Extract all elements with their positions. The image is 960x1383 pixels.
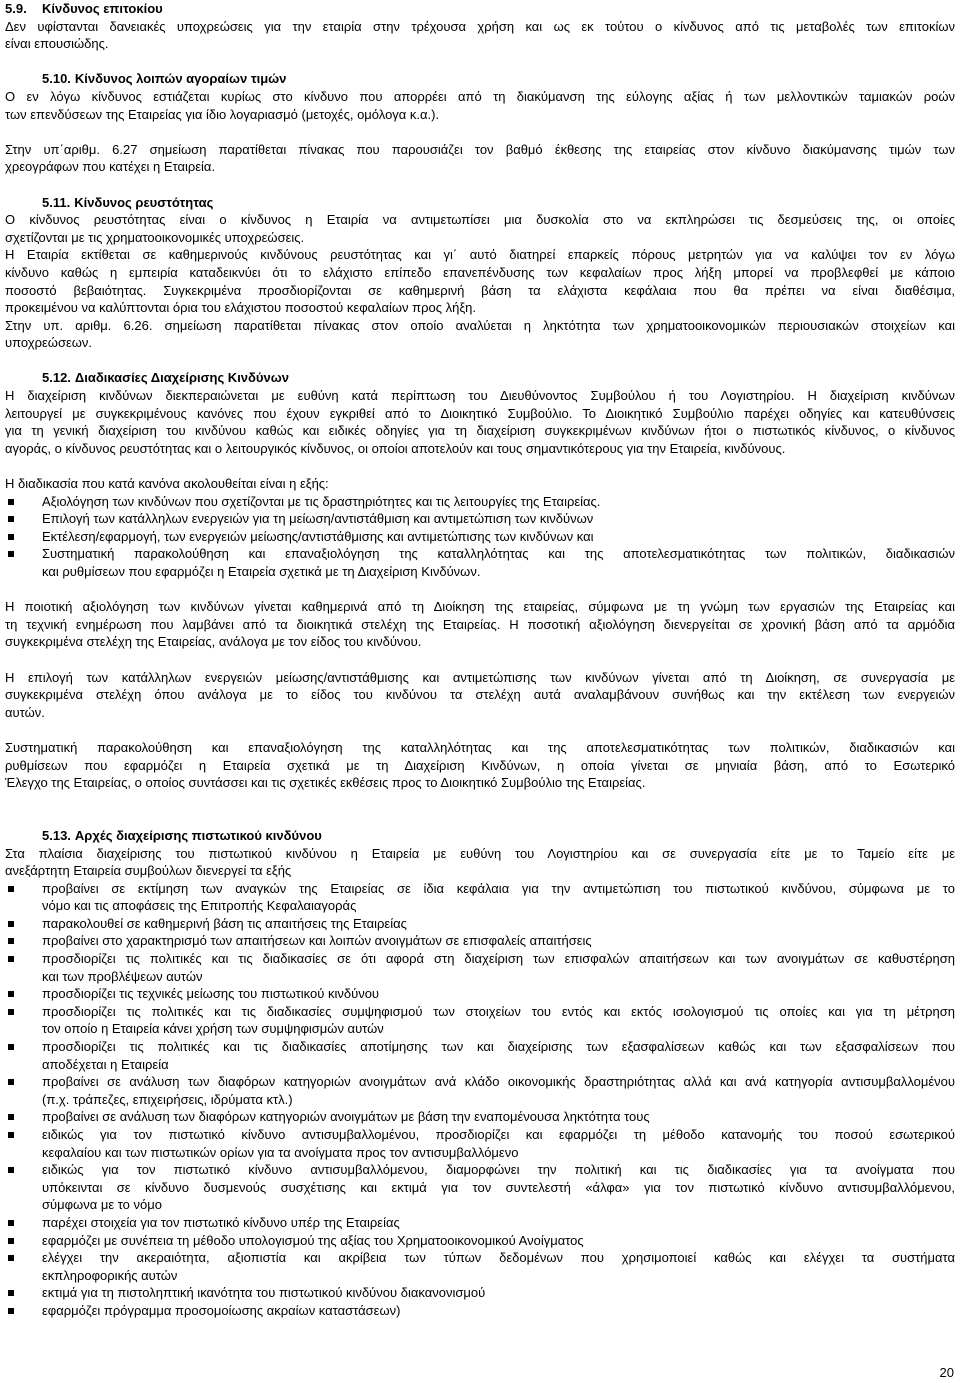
paragraph bbox=[5, 88, 955, 123]
section-number: 5.9. bbox=[5, 1, 27, 16]
paragraph-line: σχετίζονται με τις χρηματοοικονομικές υποχρεώσεις. bbox=[5, 229, 305, 245]
paragraph-line: κίνδυνο καθώς η εμπειρία καταδεικνύει ότι το ελάχιστο επίπεδο επανεπένδυσης των κεφαλαίων προς λήξη μπορεί να προβλεφθεί με κάποιο bbox=[5, 264, 955, 280]
list-item-line: ελέγχει την ακεραιότητα, αξιοπιστία και ακρίβεια των τύπων δεδομένων που χρησιμοποιεί καθώς και ελέγχει τα συστήματα bbox=[42, 1250, 955, 1266]
paragraph-line: Η Εταιρία εκτίθεται σε καθημερινούς κινδύνους ρευστότητας και γι΄ αυτό διατηρεί επαρκείς πόρους μετρητών για να καλύψει τον εν λόγω bbox=[5, 247, 955, 263]
bullet-square-icon bbox=[8, 1290, 14, 1296]
section-5-9 bbox=[5, 0, 955, 53]
list-item-line: εφαρμόζει πρόγραμμα προσομοίωσης ακραίων καταστάσεων) bbox=[42, 1302, 401, 1318]
page-number: 20 bbox=[939, 1365, 954, 1380]
bullet-square-icon bbox=[8, 1114, 14, 1120]
section-heading bbox=[5, 70, 955, 88]
list-item-line: παρέχει στοιχεία για τον πιστωτικό κίνδυνο υπέρ της Εταιρείας bbox=[42, 1214, 400, 1230]
paragraph bbox=[5, 845, 955, 880]
section-title: Κίνδυνος λοιπών αγοραίων τιμών bbox=[74, 71, 287, 87]
paragraph bbox=[5, 739, 955, 792]
list-item bbox=[5, 1038, 955, 1073]
paragraph-line: Έλεγχο της Εταιρείας, ο οποίος συντάσσει και τις σχετικές εκθέσεις προς το Διοικητικό Συμβούλιο της Εταιρείας. bbox=[5, 775, 646, 791]
paragraph-line: των επενδύσεων της Εταιρείας για ίδιο λογαριασμό (μετοχές, ομόλογα κ.α.). bbox=[5, 106, 440, 122]
list-item-line: κεφαλαίου και των πιστωτικών ορίων για τα ανοίγματα προς τον αντισυμβαλλόμενο bbox=[42, 1144, 519, 1160]
list-item-line: Επιλογή των κατάλληλων ενεργειών για τη μείωση/αντιστάθμιση και αντιμετώπιση των κινδύνων bbox=[42, 511, 594, 527]
paragraph bbox=[5, 246, 955, 316]
section-title: Κίνδυνος ρευστότητας bbox=[74, 194, 214, 210]
paragraph bbox=[5, 211, 955, 246]
list-item bbox=[5, 932, 955, 950]
paragraph-line: Δεν υφίστανται δανειακές υποχρεώσεις για την εταιρία στην τρέχουσα χρήση και ως εκ τούτου ο κίνδυνος από τις μεταβολές των επιτοκίων bbox=[5, 18, 955, 34]
paragraph bbox=[5, 141, 955, 176]
bullet-list bbox=[5, 493, 955, 581]
paragraph-line: Στα πλαίσια διαχείρισης του πιστωτικού κινδύνου η Εταιρεία με ευθύνη του Λογιστηρίου και σε συνεργασία είτε με το Ταμείο είτε με bbox=[5, 845, 955, 861]
bullet-square-icon bbox=[8, 1167, 14, 1173]
list-item-line: Αξιολόγηση των κινδύνων που σχετίζονται με τις δραστηριότητες και τις λειτουργίες της Εταιρείας. bbox=[42, 493, 601, 509]
bullet-square-icon bbox=[8, 534, 14, 540]
list-item bbox=[5, 1003, 955, 1038]
paragraph-line: συγκεκριμένα στελέχη όπου ανάλογα με το είδος του κινδύνου τα στελέχη αυτά αναλαμβάνουν συνήθως και την εκτέλεση των ενεργειών bbox=[5, 687, 955, 703]
paragraph-line: Ο εν λόγω κίνδυνος εστιάζεται κυρίως στο κίνδυνο που απορρέει από τη διακύμανση της εύλογης αξίας ή των μελλοντικών ταμιακών ροών bbox=[5, 88, 955, 104]
list-item bbox=[5, 1126, 955, 1161]
list-item bbox=[5, 985, 955, 1003]
paragraph-line: χρεογράφων που κατέχει η Εταιρεία. bbox=[5, 159, 216, 175]
list-item bbox=[5, 1161, 955, 1214]
bullet-square-icon bbox=[8, 1044, 14, 1050]
section-number: 5.10. bbox=[42, 71, 71, 87]
bullet-square-icon bbox=[8, 1238, 14, 1244]
list-item-line: ειδικώς για τον πιστωτικό κίνδυνο αντισυμβαλλόμενου, διαμορφώνει την πολιτική και τις διαδικασίες για τα ανοίγματα που bbox=[42, 1162, 955, 1178]
section-5-13 bbox=[5, 827, 955, 1320]
section-title: Κίνδυνος επιτοκίου bbox=[42, 1, 163, 16]
section-title: Διαδικασίες Διαχείρισης Κινδύνων bbox=[74, 370, 289, 386]
list-item-line: προσδιορίζει τις τεχνικές μείωσης του πιστωτικού κινδύνου bbox=[42, 986, 380, 1002]
bullet-square-icon bbox=[8, 1079, 14, 1085]
paragraph-line: Η διαχείριση κινδύνων διεκπεραιώνεται με ευθύνη κατά περίπτωση του Διευθύνοντος Συμβούλου ή του Λογιστηρίου. Η διαχείριση κινδύνων bbox=[5, 388, 955, 404]
paragraph-line: Η επιλογή των κατάλληλων ενεργειών μείωσης/αντιστάθμισης και αντιμετώπισης των κινδύνων γίνεται από τη Διοίκηση, σε συνεργασία με bbox=[5, 669, 955, 685]
list-item-line: ειδικώς για τον πιστωτικό κίνδυνο αντισυμβαλλομένου, προσδιορίζει και εφαρμόζει τη μέθοδο κατανομής του ποσού εσωτερικού bbox=[42, 1127, 955, 1142]
paragraph-line: για τη γενική διαχείριση του κινδύνου καθώς και ειδικές οδηγίες για τη διαχείριση συγκεκριμένων κινδύνων ήτοι ο πιστωτικός κίνδυνος, ο κίνδυνος bbox=[5, 423, 955, 439]
paragraph-line: Στην υπ. αριθμ. 6.26. σημείωση παρατίθεται πίνακας στον οποίο αναλύεται η ληκτότητα των χρηματοοικονομικών περιουσιακών στοιχείων και bbox=[5, 317, 955, 333]
paragraph bbox=[5, 317, 955, 352]
paragraph bbox=[5, 18, 955, 53]
paragraph-line: Η ποιοτική αξιολόγηση των κινδύνων γίνεται καθημερινά από τη Διοίκηση της εταιρείας, σύμφωνα με τη γνώμη των εργασιών της Εταιρείας και bbox=[5, 599, 955, 615]
bullet-square-icon bbox=[8, 1220, 14, 1226]
paragraph-line: ρυθμίσεων που εφαρμόζει η Εταιρεία σχετικά με τη Διαχείριση Κινδύνων, η οποία γίνεται σε μηνιαία βάση, από το Εσωτερικό bbox=[5, 757, 955, 773]
list-item-line: και ρυθμίσεων που εφαρμόζει η Εταιρεία σχετικά με τη Διαχείριση Κινδύνων. bbox=[42, 564, 481, 579]
list-item bbox=[5, 1232, 955, 1250]
bullet-square-icon bbox=[8, 938, 14, 944]
list-item bbox=[5, 1108, 955, 1126]
bullet-square-icon bbox=[8, 1009, 14, 1015]
list-item bbox=[5, 1214, 955, 1232]
section-5-11 bbox=[5, 194, 955, 352]
section-title: Αρχές διαχείρισης πιστωτικού κινδύνου bbox=[74, 827, 322, 843]
list-item-line: και των προβλέψεων αυτών bbox=[42, 968, 203, 984]
bullet-square-icon bbox=[8, 1255, 14, 1261]
list-item-line: εκπληροφορικής αυτών bbox=[42, 1267, 178, 1283]
paragraph-line: τη τεχνική ενημέρωση που λαμβάνει από τα διοικητικά στελέχη της Εταιρείας. Η ποσοτική αξιολόγηση διενεργείται σε χρονική βάση από τα αρμόδια bbox=[5, 616, 955, 632]
list-item-line: προσδιορίζει τις πολιτικές και τις διαδικασίες αποτίμησης των και διαχείρισης των εξασφαλίσεων καθώς και των εξασφαλίσεων που bbox=[42, 1039, 955, 1055]
bullet-square-icon bbox=[8, 991, 14, 997]
list-item-line: αποδέχεται η Εταιρεία bbox=[42, 1056, 169, 1072]
list-item bbox=[5, 510, 955, 528]
document-page bbox=[5, 0, 955, 1320]
paragraph-line: λειτουργεί με συγκεκριμένους κανόνες που έχουν εγκριθεί από το Διοικητικό Συμβούλιο. Το Διοικητικό Συμβούλιο παρέχει οδηγίες και κατευθύνσεις bbox=[5, 405, 955, 421]
section-number: 5.11. bbox=[42, 194, 71, 210]
list-item bbox=[5, 528, 955, 546]
bullet-square-icon bbox=[8, 956, 14, 962]
list-item-line: εφαρμόζει με συνέπεια τη μέθοδο υπολογισμού της αξίας του Χρηματοοικονομικού Ανοίγματος bbox=[42, 1232, 584, 1248]
section-number: 5.12. bbox=[42, 370, 71, 386]
list-item bbox=[5, 1073, 955, 1108]
list-item-line: προβαίνει σε ανάλυση των διαφόρων κατηγοριών ανοιγμάτων ανά κλάδο οικονομικής δραστηριότητας αλλά και ανά κατηγορία αντισυμβαλλομένου bbox=[42, 1074, 955, 1090]
list-item-line: σύμφωνα με το νόμο bbox=[42, 1197, 162, 1213]
paragraph bbox=[5, 669, 955, 722]
list-item-line: προσδιορίζει τις πολιτικές και τις διαδικασίες συμψηφισμού των στοιχείων του εντός και εκτός ισολογισμού τις οποίες και για τη μέτρηση bbox=[42, 1003, 955, 1019]
paragraph-line: είναι επουσιώδης. bbox=[5, 36, 109, 52]
paragraph-line: Συστηματική παρακολούθηση και επαναξιολόγηση της καταλληλότητας και της αποτελεσματικότητας των πολιτικών, διαδικασιών και bbox=[5, 739, 955, 755]
list-item bbox=[5, 545, 955, 580]
list-item-line: νόμο και τις αποφάσεις της Επιτροπής Κεφαλαιαγοράς bbox=[42, 898, 357, 914]
section-heading bbox=[5, 0, 955, 18]
bullet-square-icon bbox=[8, 921, 14, 927]
list-item bbox=[5, 493, 955, 511]
bullet-square-icon bbox=[8, 1308, 14, 1314]
paragraph-line: αγοράς, ο κίνδυνος ρευστότητας και ο λειτουργικός κίνδυνος, οι οποίοι αποτελούν και τους σημαντικότερους για την Εταιρεία, κινδύνους. bbox=[5, 440, 786, 456]
list-item bbox=[5, 915, 955, 933]
paragraph-line: αυτών. bbox=[5, 704, 45, 720]
paragraph bbox=[5, 475, 955, 493]
bullet-square-icon bbox=[8, 886, 14, 892]
paragraph-line: Ο κίνδυνος ρευστότητας είναι ο κίνδυνος η Εταιρία να αντιμετωπίσει μια δυσκολία στο να εκπληρώσει τις δεσμεύσεις της, οι οποίες bbox=[5, 212, 955, 228]
list-item-line: παρακολουθεί σε καθημερινή βάση τις απαιτήσεις της Εταιρείας bbox=[42, 915, 407, 931]
list-item-line: (π.χ. τράπεζες, επιχειρήσεις, ιδρύματα κτλ.) bbox=[42, 1091, 293, 1107]
paragraph bbox=[5, 387, 955, 457]
list-item bbox=[5, 1249, 955, 1284]
section-5-12 bbox=[5, 369, 955, 791]
bullet-square-icon bbox=[8, 499, 14, 505]
list-item-line: προβαίνει σε ανάλυση των διαφόρων κατηγοριών ανοιγμάτων με βάση την εναπομένουσα ληκτότητα τους bbox=[42, 1109, 650, 1125]
paragraph-line: υποχρεώσεων. bbox=[5, 335, 93, 351]
list-item-line: προσδιορίζει τις πολιτικές και τις διαδικασίες σε ότι αφορά στη διαχείριση των επισφαλών απαιτήσεων και των ανοιγμάτων σε καθυστέρηση bbox=[42, 951, 955, 967]
list-item bbox=[5, 950, 955, 985]
bullet-square-icon bbox=[8, 551, 14, 557]
list-item bbox=[5, 1284, 955, 1302]
section-heading bbox=[5, 369, 955, 387]
bullet-square-icon bbox=[8, 516, 14, 522]
list-item-line: Εκτέλεση/εφαρμογή, των ενεργειών μείωσης/αντιστάθμισης και αντιμετώπισης των κινδύνων και bbox=[42, 528, 594, 544]
paragraph-line: συγκεκριμένα στελέχη της Εταιρείας, ανάλογα με τον είδος του κινδύνου. bbox=[5, 634, 422, 650]
section-number: 5.13. bbox=[42, 827, 71, 843]
bullet-list bbox=[5, 880, 955, 1320]
list-item bbox=[5, 1302, 955, 1320]
paragraph-line: ανεξάρτητη Εταιρεία συμβούλων διενεργεί τα εξής bbox=[5, 863, 292, 879]
list-item-line: εκτιμά για τη πιστοληπτική ικανότητα του πιστωτικού κινδύνου διακανονισμού bbox=[42, 1285, 486, 1301]
paragraph-line: ποσοστό βεβαιότητας. Συγκεκριμένα προσδιορίζονται σε καθημερινή βάση τα ελάχιστα κεφάλαια που θα πρέπει να είναι διαθέσιμα, bbox=[5, 282, 955, 298]
paragraph-line: Στην υπ΄αριθμ. 6.27 σημείωση παρατίθεται πίνακας που παρουσιάζει τον βαθμό έκθεσης της εταιρείας στον κίνδυνο διακύμανσης τιμών των bbox=[5, 141, 955, 157]
list-item-line: τον οποίο η Εταιρεία κάνει χρήση των συμψηφισμών αυτών bbox=[42, 1021, 384, 1037]
bullet-square-icon bbox=[8, 1132, 14, 1138]
paragraph bbox=[5, 598, 955, 651]
paragraph-line: προκειμένου να καλύπτονται όρια του ελάχιστου ποσοστού κεφαλαίων προς λήξη. bbox=[5, 300, 476, 316]
list-item-line: υπόκεινται σε κίνδυνο δυσμενούς συσχέτισης και εκτιμά για τον συντελεστή «άλφα» για τον πιστωτικό κίνδυνο αντισυμβαλλόμενου, bbox=[42, 1179, 955, 1195]
paragraph-line: Η διαδικασία που κατά κανόνα ακολουθείται είναι η εξής: bbox=[5, 476, 329, 492]
list-item bbox=[5, 880, 955, 915]
list-item-line: προβαίνει στο χαρακτηρισμό των απαιτήσεων και λοιπών ανοιγμάτων σε επισφαλείς απαιτήσεις bbox=[42, 933, 592, 949]
list-item-line: Συστηματική παρακολούθηση και επαναξιολόγηση της καταλληλότητας και της αποτελεσματικότητας των πολιτικών, διαδικασιών bbox=[42, 546, 955, 562]
section-heading bbox=[5, 194, 955, 212]
section-heading bbox=[5, 827, 955, 845]
section-5-10 bbox=[5, 70, 955, 176]
list-item-line: προβαίνει σε εκτίμηση των αναγκών της Εταιρείας σε ίδια κεφάλαια για την αντιμετώπιση του πιστωτικού κινδύνου, σύμφωνα με το bbox=[42, 880, 955, 896]
